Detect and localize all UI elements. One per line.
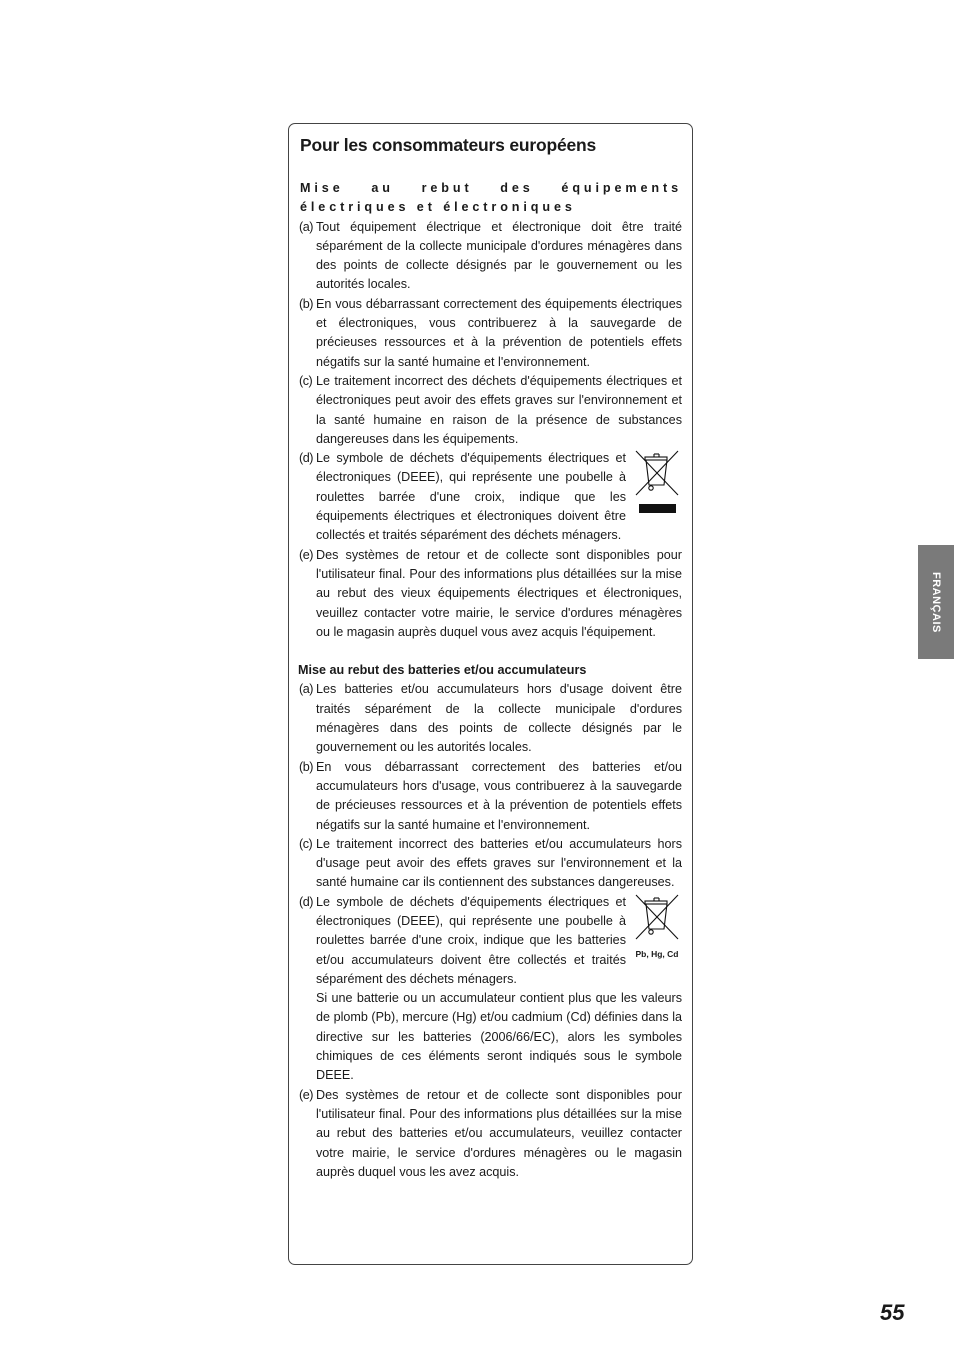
list-item (299, 372, 682, 449)
item-text: Tout équipement électrique et électronique doit être traité séparément de la collecte municipale d'ordures ménagères dans des points de collecte désignés par le gouvernement ou les autorités locales. (316, 219, 682, 292)
item-label: (b) (299, 296, 313, 311)
item-label: (d) (299, 451, 313, 466)
crossed-wheelie-bin-icon (634, 449, 680, 497)
item-text: Les batteries et/ou accumulateurs hors d'usage doivent être traités séparément de la collecte municipale d'ordures ménagères dans des points de collecte désignés par le gouvernement ou les autorités locales. (316, 682, 682, 755)
language-tab-label: FRANÇAIS (930, 571, 942, 633)
chemical-symbols-caption: Pb, Hg, Cd (635, 948, 679, 959)
item-label: (d) (299, 894, 313, 909)
item-label: (e) (299, 1087, 313, 1102)
list-item (299, 449, 682, 545)
eu-consumers-notice-box (288, 123, 693, 1265)
item-label: (a) (299, 682, 313, 697)
section-heading-batteries: Mise au rebut des batteries et/ou accumulateurs (298, 663, 587, 678)
section-heading-weee: Mise au rebut des équipements électriques et électroniques (300, 181, 682, 215)
item-label: (c) (299, 373, 313, 388)
item-text: Le traitement incorrect des déchets d'équipements électriques et électroniques peut avoir des effets graves sur l'environnement et la santé humaine en raison de la présence de substances dangereuses dans les équipements. (316, 373, 682, 446)
notice-title: Pour les consommateurs européens (300, 135, 597, 155)
weee-symbol-bar (639, 504, 676, 513)
language-tab (918, 545, 954, 659)
item-text: Le traitement incorrect des batteries et/ou accumulateurs hors d'usage peut avoir des effets graves sur l'environnement et la santé humaine car ils contiennent des substances dangereuses. (316, 836, 682, 890)
item-text: Des systèmes de retour et de collecte sont disponibles pour l'utilisateur final. Pour des informations plus détaillées sur la mise au rebut des batteries et/ou accumulateurs, veuillez contacter votre mairie, le service d'ordures ménagères ou le magasin auprès duquel vous les avez acquis. (316, 1087, 682, 1179)
list-item (299, 835, 682, 893)
list-item (299, 893, 682, 1086)
item-text: En vous débarrassant correctement des batteries et/ou accumulateurs hors d'usage, vous contribuerez à la sauvegarde de précieuses ressources et à la prévention de potentiels effets négatifs sur la santé humaine et l'environnement. (316, 759, 682, 832)
weee-battery-symbol (632, 893, 682, 964)
item-label: (e) (299, 547, 313, 562)
crossed-wheelie-bin-icon (634, 893, 680, 941)
item-text: En vous débarrassant correctement des équipements électriques et électroniques, vous contribuerez à la sauvegarde de précieuses ressources et à la prévention de potentiels effets négatifs sur la santé humaine et l'environnement. (316, 296, 682, 369)
item-text: Le symbole de déchets d'équipements électriques et électroniques (DEEE), qui représente une poubelle à roulettes barrée d'une croix, indique que les équipements électriques et électroniques doivent être collectés et traités séparément des déchets ménagers. (316, 451, 626, 543)
item-label: (b) (299, 759, 313, 774)
item-text-continued: Si une batterie ou un accumulateur contient plus que les valeurs de plomb (Pb), mercure (Hg) et/ou cadmium (Cd) définies dans la directive sur les batteries (2006/66/EC), alors les symboles chimiques de ces éléments seront indiqués sous le symbole DEEE. (316, 991, 682, 1083)
list-item (299, 295, 682, 372)
item-label: (c) (299, 836, 313, 851)
list-item (299, 758, 682, 835)
weee-symbol (632, 449, 682, 513)
list-item (299, 680, 682, 757)
list-item (299, 218, 682, 295)
page-number: 55 (880, 1300, 905, 1325)
item-label: (a) (299, 219, 313, 234)
item-text: Le symbole de déchets d'équipements électriques et électroniques (DEEE), qui représente une poubelle à roulettes barrée d'une croix, indique que les batteries et/ou accumulateurs doivent être collectés et traités séparément des déchets ménagers. (316, 894, 626, 986)
item-text: Des systèmes de retour et de collecte sont disponibles pour l'utilisateur final. Pour des informations plus détaillées sur la mise au rebut des vieux équipements électriques et électroniques, veuillez contacter votre mairie, le service d'ordures ménagères ou le magasin auprès duquel vous avez acquis l'équipement. (316, 547, 682, 639)
list-item (299, 1086, 682, 1182)
list-item (299, 546, 682, 642)
